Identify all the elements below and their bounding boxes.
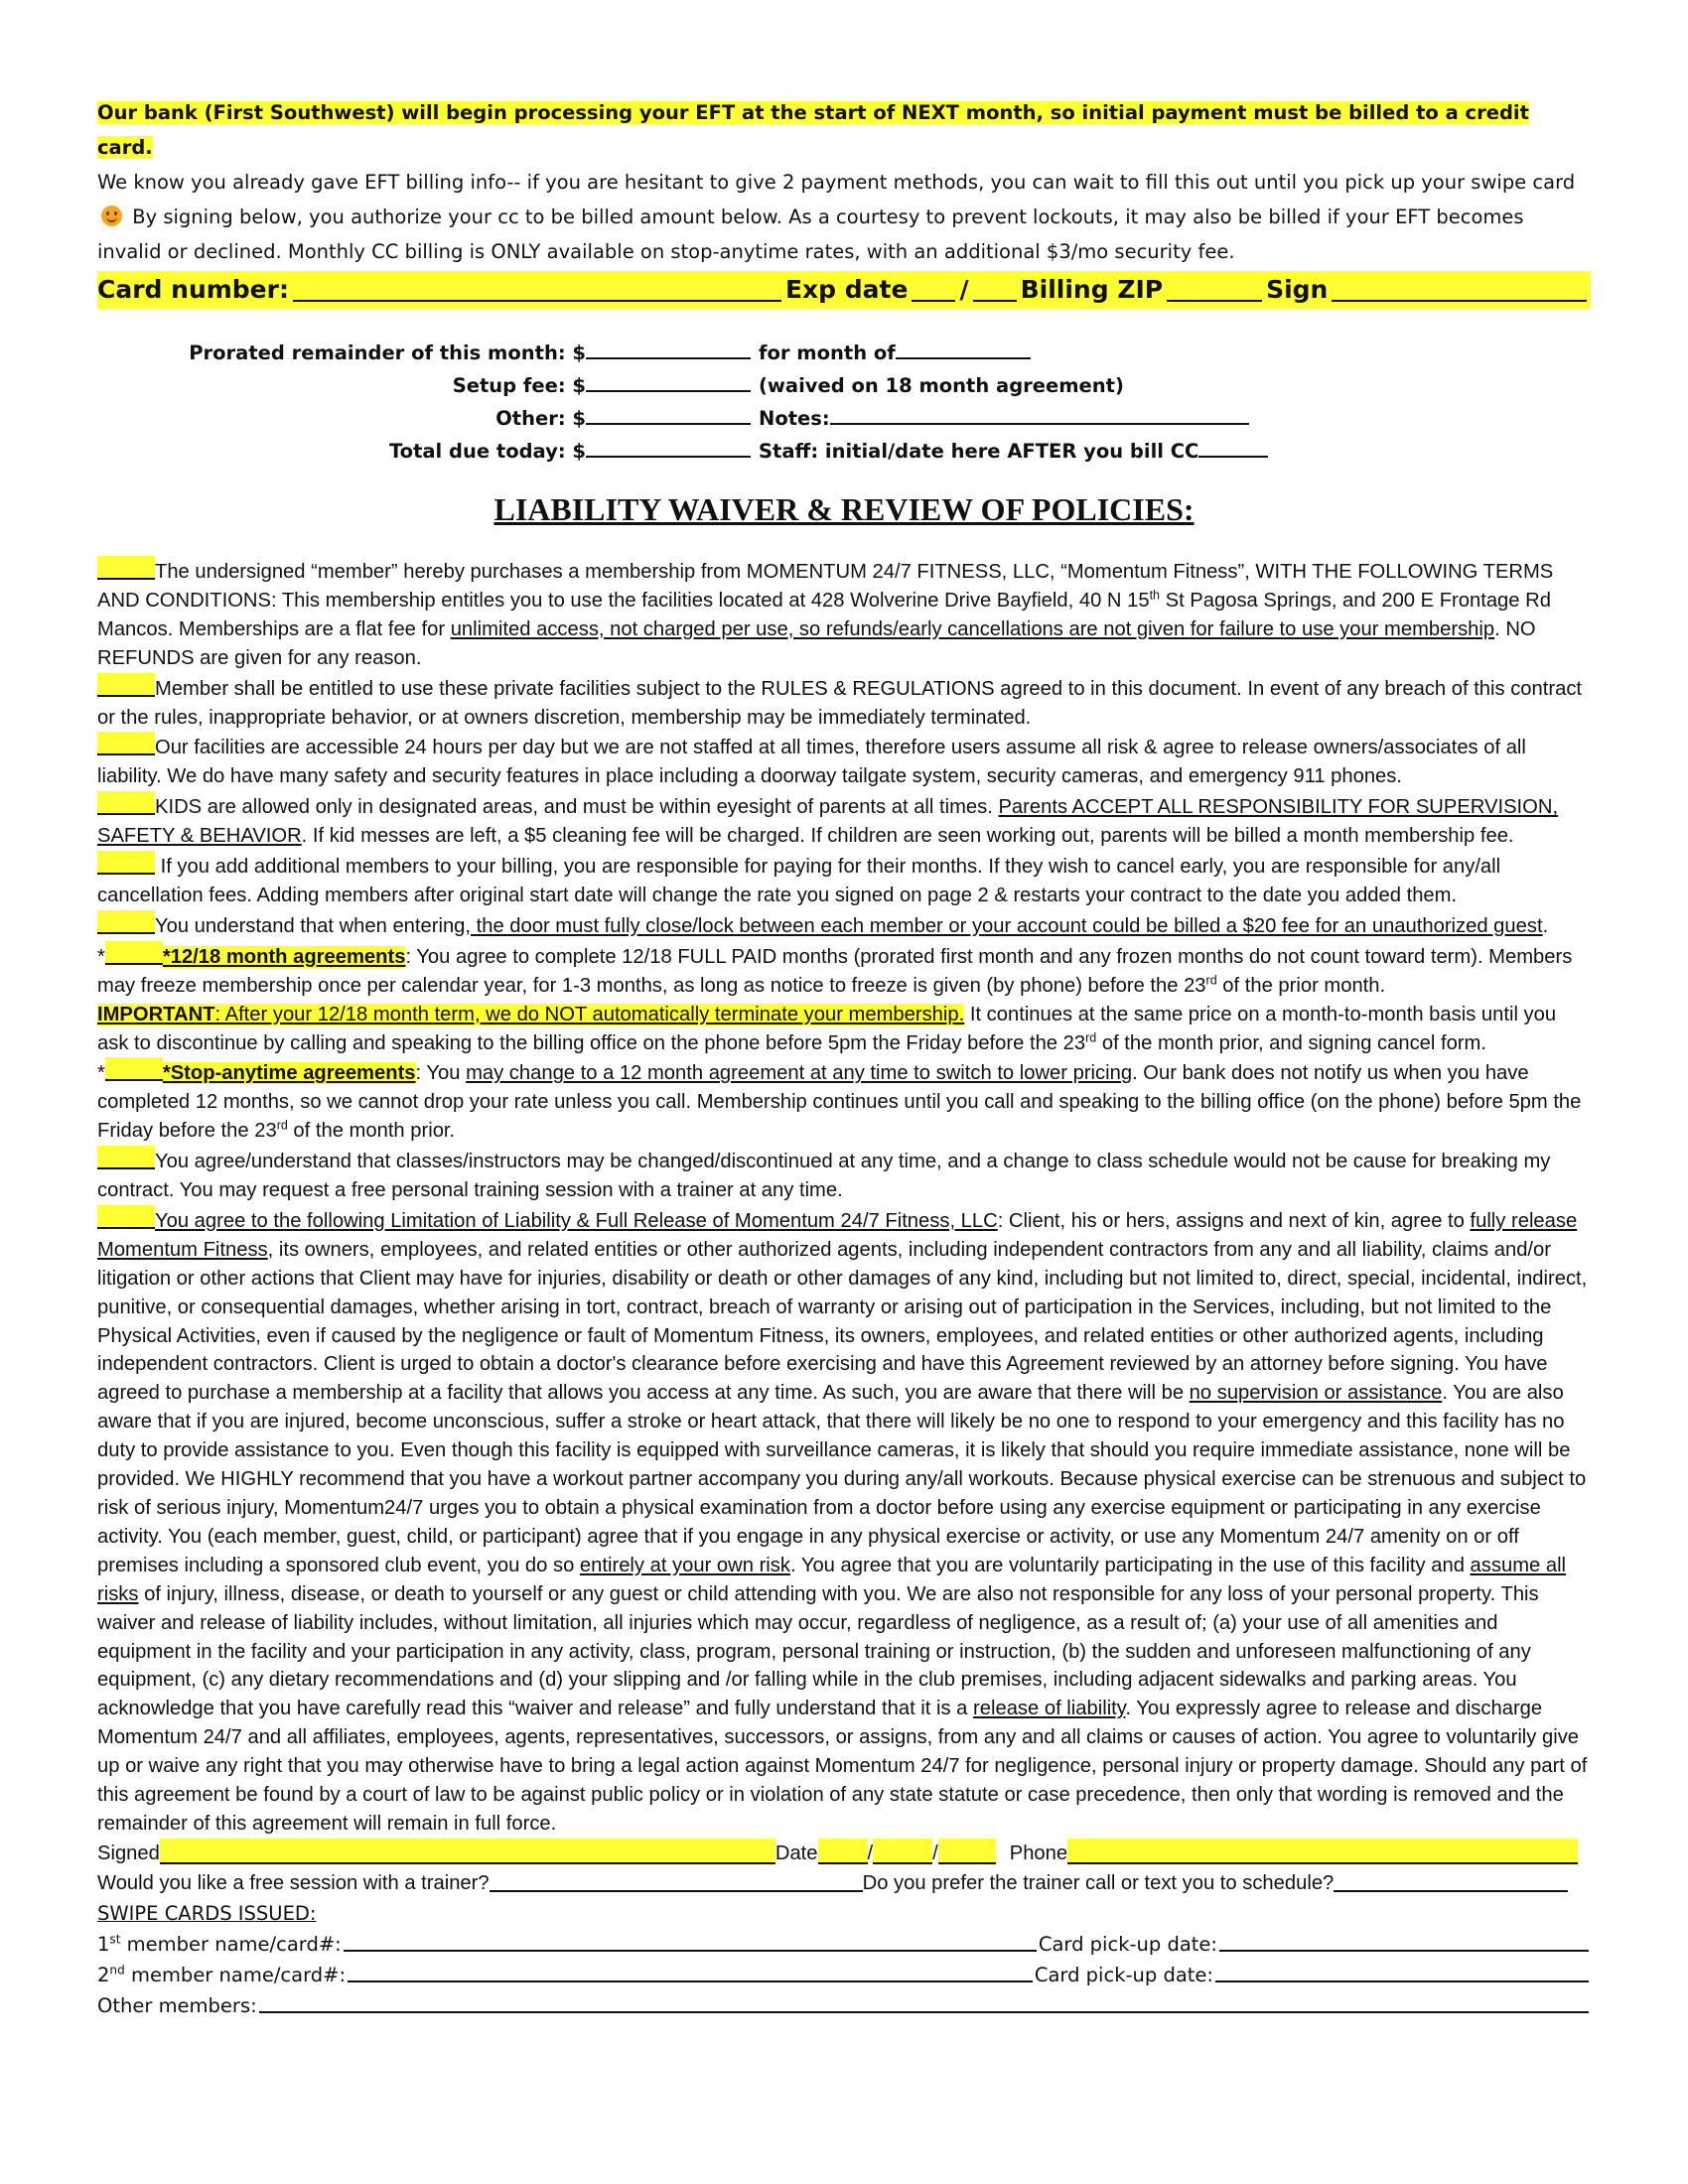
- form-page: [97, 95, 1591, 2021]
- total-due-field[interactable]: [586, 436, 751, 458]
- card-number-label: Card number:: [97, 275, 289, 304]
- term-membership: The undersigned “member” hereby purchases a membership from MOMENTUM 24/7 FITNESS, LLC, “Momentum Fitness”, WITH THE FOLLOWING TERMS AND CONDITIONS: This membership entitles you to use the facilities located at 428 Wolverine Drive Bayfield, 40 N 15th St Pagosa Springs, and 200 E Frontage Rd Mancos. Memberships are a flat fee for unlimited access, not charged per use, so refunds/early cancellations are not given for failure to use your membership. NO REFUNDS are given for any reason.: [97, 556, 1591, 673]
- member-1-label: 1st member name/card#:: [97, 1932, 342, 1956]
- notes-field[interactable]: [830, 403, 1249, 425]
- prorated-amount-field[interactable]: [586, 338, 751, 359]
- term-access: Our facilities are accessible 24 hours per day but we are not staffed at all times, therefore users assume all risk & agree to release owners/associates of all liability. We do have many safety and security features in place including a doorway tailgate system, security cameras, and emergency 911 phones.: [97, 732, 1591, 791]
- date-day-field[interactable]: [873, 1839, 932, 1864]
- fee-row-other: Other: $ Notes:: [97, 402, 1591, 435]
- initial-field[interactable]: [97, 910, 155, 934]
- exp-slash: /: [959, 275, 969, 304]
- other-members-field[interactable]: [259, 1990, 1589, 2013]
- contact-answer-field[interactable]: [1334, 1868, 1568, 1892]
- initial-field[interactable]: [97, 673, 155, 697]
- initial-field[interactable]: [97, 851, 155, 875]
- billing-zip-label: Billing ZIP: [1020, 275, 1164, 304]
- contact-question: Do you prefer the trainer call or text you to schedule?: [862, 1871, 1335, 1894]
- intro-paragraph: We know you already gave EFT billing info-- if you are hesitant to give 2 payment methods, you can wait to fill this out until you pick up your swipe card By signing below, you authorize your cc to be billed amount below. As a courtesy to prevent lockouts, it may also be billed if your EFT becomes invalid or declined. Monthly CC billing is ONLY available on stop-anytime rates, with an additional $3/mo security fee.: [97, 171, 1576, 263]
- term-classes: You agree/understand that classes/instructors may be changed/discontinued at any time, and a change to class schedule would not be cause for breaking my contract. You may request a free personal training session with a trainer at any time.: [97, 1146, 1591, 1205]
- trainer-row: [97, 1868, 1591, 1898]
- term-additional-members: If you add additional members to your billing, you are responsible for paying for their months. If they wish to cancel early, you are responsible for any/all cancellation fees. Adding members after original start date will change the rate you signed on page 2 & restarts your contract to the date you added them.: [97, 851, 1591, 910]
- terms-body: [97, 556, 1591, 1898]
- signature-field[interactable]: [160, 1839, 775, 1864]
- term-liability-release: You agree to the following Limitation of Liability & Full Release of Momentum 24/7 Fitness, LLC: Client, his or hers, assigns and next of kin, agree to fully release Momentum Fitness, its owners, employees, and related entities or other authorized agents, including independent contractors from any and all liability, claims and/or litigation or other actions that Client may have for injuries, disability or death or other damages of any kind, including but not limited to, direct, special, incidental, indirect, punitive, or consequential damages, whether arising in tort, contract, breach of warranty or arising out of participation in the Services, including, but not limited to the Physical Activities, even if caused by the negligence or fault of Momentum Fitness, its owners, employees, and related entities or other authorized agents, including independent contractors. Client is urged to obtain a doctor's clearance before exercising and have this Agreement reviewed by an attorney before signing. You have agreed to purchase a membership at a facility that allows you access at any time. As such, you are aware that there will be no supervision or assistance. You are also aware that if you are injured, become unconscious, suffer a stroke or heart attack, that there will likely be no one to respond to your emergency and this facility has no duty to provide assistance to you. Even though this facility is equipped with surveillance cameras, it is likely that should you require immediate assistance, none will be provided. We HIGHLY recommend that you have a workout partner accompany you during any/all workouts. Because physical exercise can be strenuous and subject to risk of serious injury, Momentum24/7 urges you to obtain a physical examination from a doctor before using any exercise equipment or participating in any exercise activity. You (each member, guest, child, or participant) agree that if you engage in any physical exercise or activity, or use any Momentum 24/7 amenity on or off premises including a sponsored club event, you do so entirely at your own risk. You agree that you are voluntarily participating in the use of this facility and assume all risks of injury, illness, disease, or death to yourself or any guest or child attending with you. We are also not responsible for any loss of your personal property. This waiver and release of liability includes, without limitation, all injuries which may occur, regardless of negligence, as a result of; (a) your use of all amenities and equipment in the facility and your participation in any activity, class, program, personal training or instruction, (b) the sudden and unforeseen malfunctioning of any equipment, (c) any dietary recommendations and (d) your slipping and /or falling while in the club premises, including adjacent sidewalks and parking areas. You acknowledge that you have carefully read this “waiver and release” and fully understand that it is a release of liability. You expressly agree to release and discharge Momentum 24/7 and all affiliates, employees, agents, representatives, successors, or assigns, from any and all claims or causes of action. You agree to voluntarily give up or waive any right that you may otherwise have to bring a legal action against Momentum 24/7 for negligence, personal injury or property damage. Should any part of this agreement be found by a court of law to be against public policy or in violation of any state statute or case precedence, then only that wording is removed and the remainder of this agreement will remain in full force.: [97, 1205, 1591, 1839]
- initial-field[interactable]: [105, 941, 163, 965]
- initial-field[interactable]: [97, 1146, 155, 1169]
- exp-year-field[interactable]: [973, 271, 1017, 302]
- billing-zip-field[interactable]: [1167, 271, 1262, 302]
- bank-notice: Our bank (First Southwest) will begin processing your EFT at the start of NEXT month, so initial payment must be billed to a credit card.: [97, 101, 1529, 159]
- initial-field[interactable]: [97, 556, 155, 580]
- other-members-row: [97, 1990, 1591, 2021]
- member-1-row: [97, 1929, 1591, 1960]
- payment-intro: [97, 95, 1591, 269]
- initial-field[interactable]: [97, 732, 155, 755]
- setup-fee-field[interactable]: [586, 370, 751, 392]
- fee-row-prorated: Prorated remainder of this month: $ for month of: [97, 337, 1591, 369]
- member-2-row: [97, 1960, 1591, 1990]
- signature-row: Signed Date / / Phone: [97, 1839, 1591, 1868]
- term-stop-anytime: * *Stop-anytime agreements: You may change to a 12 month agreement at any time to switch to lower pricing. Our bank does not notify us when you have completed 12 months, so we cannot drop your rate unless you call. Membership continues until you call and speaking to the billing office (on the phone) before 5pm the Friday before the 23rd of the month prior.: [97, 1057, 1591, 1146]
- exp-date-label: Exp date: [784, 275, 909, 304]
- fee-row-total: Total due today: $ Staff: initial/date here AFTER you bill CC: [97, 435, 1591, 468]
- phone-field[interactable]: [1067, 1839, 1578, 1864]
- initial-field[interactable]: [97, 1205, 155, 1229]
- other-fee-field[interactable]: [586, 403, 751, 425]
- credit-card-row: [97, 271, 1591, 309]
- month-of-field[interactable]: [896, 338, 1031, 359]
- pickup-label: Card pick-up date:: [1034, 1963, 1213, 1986]
- card-sign-field[interactable]: [1332, 271, 1587, 302]
- fees-section: [97, 337, 1591, 468]
- term-door: You understand that when entering, the door must fully close/lock between each member or your account could be billed a $20 fee for an unauthorized guest.: [97, 910, 1591, 941]
- date-label: Date: [774, 1842, 818, 1864]
- fee-row-setup: Setup fee: $ (waived on 18 month agreement): [97, 369, 1591, 402]
- trainer-question: Would you like a free session with a trainer?: [97, 1871, 490, 1894]
- exp-month-field[interactable]: [912, 271, 955, 302]
- trainer-answer-field[interactable]: [490, 1868, 863, 1892]
- term-kids: KIDS are allowed only in designated areas, and must be within eyesight of parents at all times. Parents ACCEPT ALL RESPONSIBILITY FOR SUPERVISION, SAFETY & BEHAVIOR. If kid messes are left, a $5 cleaning fee will be charged. If children are seen working out, parents will be billed a month membership fee.: [97, 791, 1591, 851]
- phone-label: Phone: [1009, 1842, 1068, 1864]
- card-number-field[interactable]: [293, 271, 781, 302]
- date-month-field[interactable]: [818, 1839, 868, 1864]
- term-12-18-month: * *12/18 month agreements: You agree to complete 12/18 FULL PAID months (prorated first month and any frozen months do not count toward term). Members may freeze membership once per calendar year, for 1-3 months, as long as notice to freeze is given (by phone) before the 23rd of the prior month.: [97, 941, 1591, 1001]
- signed-label: Signed: [97, 1842, 160, 1864]
- term-rules: Member shall be entitled to use these private facilities subject to the RULES & REGULATIONS agreed to in this document. In event of any breach of this contract or the rules, inappropriate behavior, or at owners discretion, membership may be immediately terminated.: [97, 673, 1591, 733]
- swipe-cards-section: [97, 1898, 1591, 2021]
- date-year-field[interactable]: [938, 1839, 996, 1864]
- member-2-field[interactable]: [348, 1960, 1033, 1982]
- pickup-label: Card pick-up date:: [1038, 1932, 1217, 1956]
- member-1-field[interactable]: [344, 1929, 1037, 1952]
- staff-initial-field[interactable]: [1198, 436, 1268, 458]
- member-1-pickup-field[interactable]: [1219, 1929, 1589, 1952]
- swipe-cards-heading: SWIPE CARDS ISSUED:: [97, 1901, 317, 1925]
- other-members-label: Other members:: [97, 1993, 257, 2017]
- member-2-pickup-field[interactable]: [1215, 1960, 1589, 1982]
- initial-field[interactable]: [97, 791, 155, 815]
- waiver-title: LIABILITY WAIVER & REVIEW OF POLICIES:: [493, 491, 1195, 527]
- term-important: IMPORTANT: After your 12/18 month term, we do NOT automatically terminate your membership. It continues at the same price on a month-to-month basis until you ask to discontinue by calling and speaking to the billing office on the phone before 5pm the Friday before the 23rd of the month prior, and signing cancel form.: [97, 1003, 1557, 1054]
- initial-field[interactable]: [105, 1057, 163, 1081]
- smiling-face-icon: [101, 205, 122, 226]
- member-2-label: 2nd member name/card#:: [97, 1963, 347, 1986]
- sign-label: Sign: [1266, 275, 1329, 304]
